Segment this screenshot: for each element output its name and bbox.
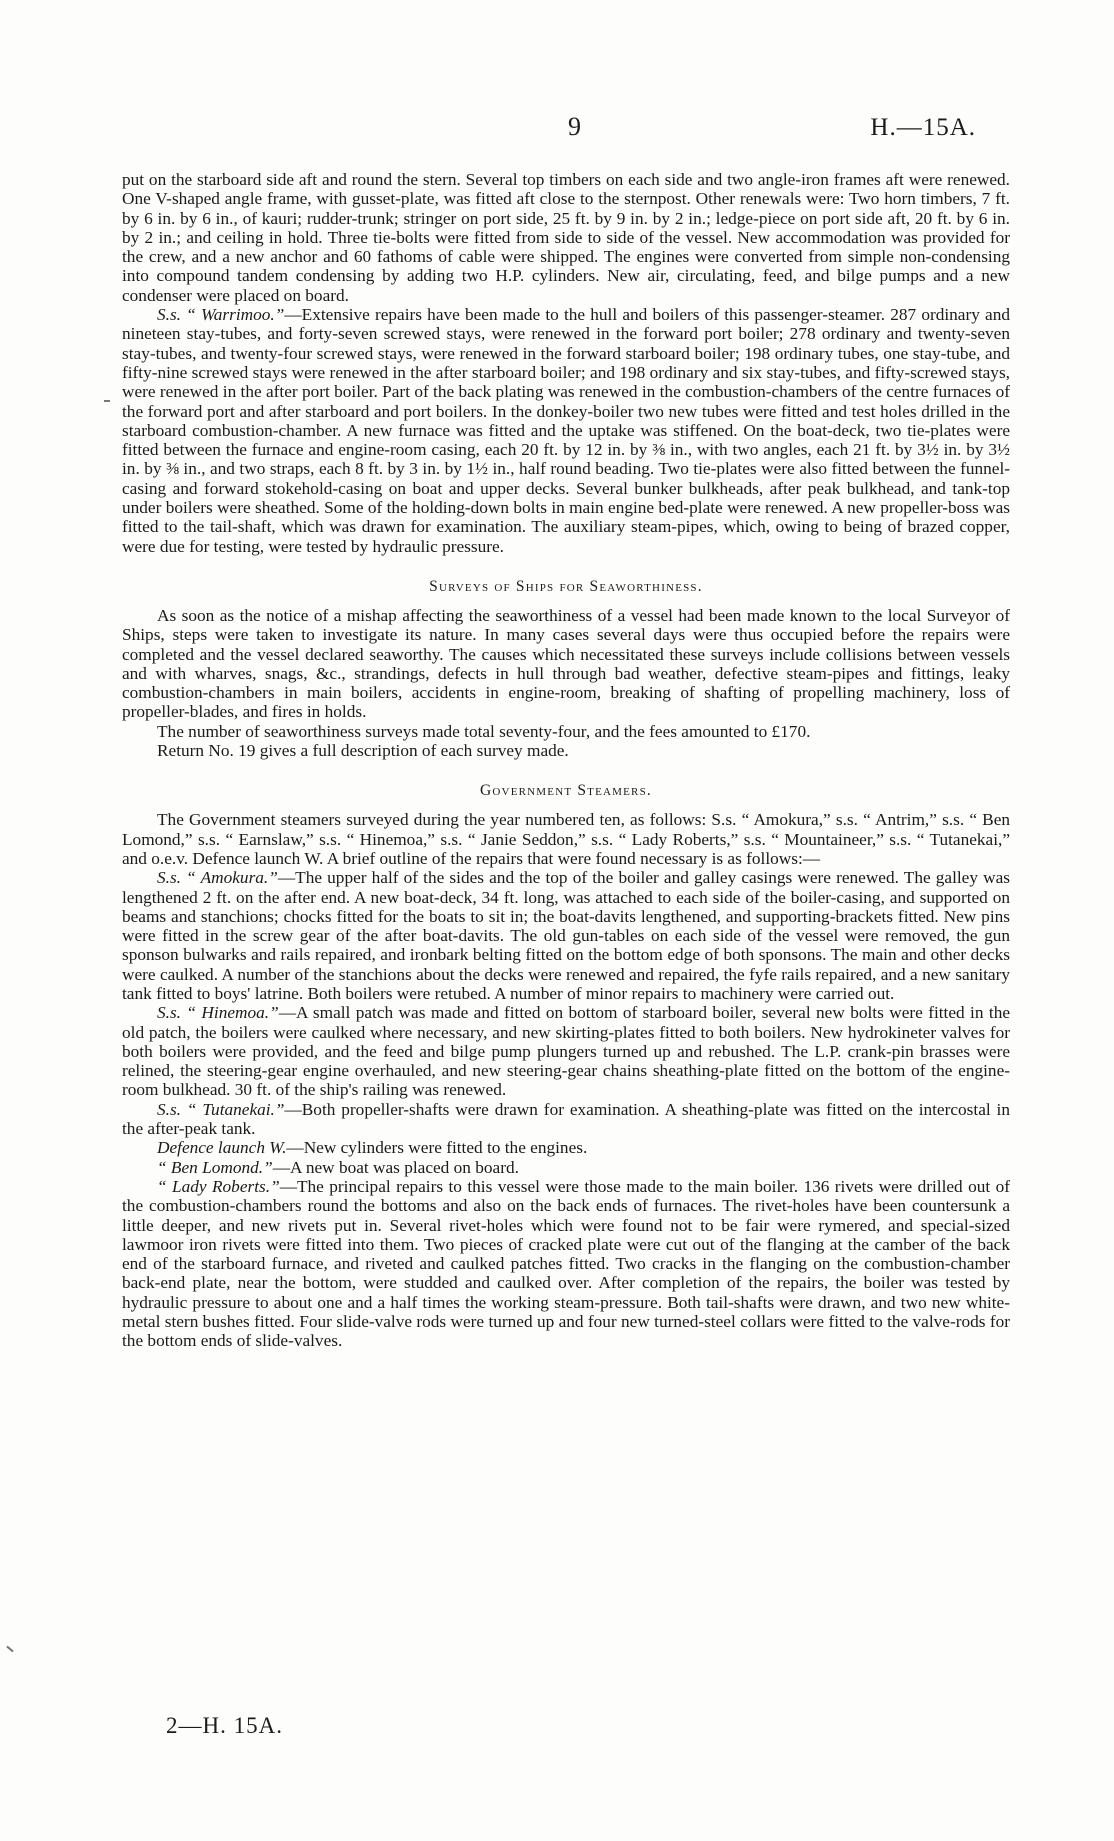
paragraph-lady-roberts — [122, 1177, 1010, 1351]
paragraph-text: —New cylinders were fitted to the engines. — [286, 1138, 588, 1158]
vessel-name: “ Lady Roberts.” — [157, 1176, 280, 1196]
page-number: 9 — [568, 112, 581, 141]
vessel-name: S.s. “ Amokura.” — [157, 868, 278, 888]
margin-mark — [104, 400, 110, 402]
vessel-name: “ Ben Lomond.” — [157, 1157, 273, 1177]
margin-mark — [6, 1646, 13, 1653]
footer-signature: 2—H. 15A. — [166, 1713, 283, 1738]
paragraph-tutanekai — [122, 1100, 1010, 1139]
paragraph-defence-launch — [122, 1138, 1010, 1157]
vessel-name: S.s. “ Tutanekai.” — [157, 1099, 285, 1119]
paragraph-text: —Both propeller-shafts were drawn for examination. A sheathing-plate was fitted on the intercostal in the after-peak tank. — [122, 1099, 1010, 1139]
section-heading-surveys: Surveys of Ships for Seaworthiness. — [429, 577, 703, 595]
paragraph-surveys-count: The number of seaworthiness surveys made total seventy-four, and the fees amounted to £170. — [157, 721, 811, 741]
paragraph-return-note: Return No. 19 gives a full description of each survey made. — [157, 741, 569, 761]
paragraph-hinemoa — [122, 1003, 1010, 1099]
section-heading-government: Government Steamers. — [480, 782, 652, 800]
vessel-name: Defence launch W. — [157, 1138, 287, 1158]
paragraph-text: —The upper half of the sides and the top of the boiler and galley casings were renewed. The galley was lengthened 2 ft. on the after end. A new boat-deck, 34 ft. long, was attached to each side of the boiler-casing, and supported on beams and stanchions; chocks fitted for the boats to sit in; the boat-davits lengthened, and supporting-brackets fitted. New pins were fitted in the screw gear of the after boat-davits. The old gun-tables on each side of the vessel were removed, the gun sponson bulwarks and rails repaired, and ironbark belting fitted on the bottom edge of both sponsons. The main and other decks were caulked. A number of the stanchions about the decks were renewed and repaired, the fyfe rails repaired, and a new sanitary tank fitted to boys' latrine. Both boilers were retubed. A number of minor repairs to machinery were carried out. — [122, 868, 1011, 1003]
paragraph-text: —Extensive repairs have been made to the hull and boilers of this passenger-steamer. 287 ordinary and nineteen stay-tubes, and forty-seven screwed stays, were renewed in the forward port boiler; 278 ordinary and twenty-seven stay-tubes, and twenty-four screwed stays, were renewed in the forward starboard boiler; 198 ordinary tubes, one stay-tube, and fifty-nine screwed stays were renewed in the after starboard boiler; and 198 ordinary and six stay-tubes, and fifty-screwed stays, were renewed in the after port boiler. Part of the back plating was renewed in the combustion-chambers of the centre furnaces of the forward port and after starboard and port boilers. In the donkey-boiler two new tubes were fitted and test holes drilled in the starboard combustion-chamber. A new furnace was fitted and the uptake was stiffened. On the boat-deck, two tie-plates were fitted between the furnace and engine-room casing, each 20 ft. by 12 in. by ⅜ in., with two angles, each 21 ft. by 3½ in. by 3½ in. by ⅜ in., and two straps, each 8 ft. by 3 in. by 1½ in., half round beading. Two tie-plates were also fitted between the funnel-casing and forward stokehold-casing on boat and upper decks. Several bunker bulkheads, after peak bulkhead, and tank-top under boilers were sheathed. Some of the holding-down bolts in main engine bed-plate were renewed. A new propeller-boss was fitted to the tail-shaft, which was drawn for examination. The auxiliary steam-pipes, which, owing to being of brazed copper, were due for testing, were tested by hydraulic pressure. — [122, 305, 1010, 556]
document-reference: H.—15A. — [870, 114, 976, 141]
paragraph-government-intro: The Government steamers surveyed during the year numbered ten, as follows: S.s. “ Amokura,” s.s. “ Antrim,” s.s. “ Ben Lomond,” s.s. “ Earnslaw,” s.s. “ Hinemoa,” s.s. “ Janie Seddon,” s.s. “ Lady Roberts,” s.s. “ Mountaineer,” s.s. “ Tutanekai,” and o.e.v. Defence launch W. A brief outline of the repairs that were found necessary is as follows:— — [122, 810, 1010, 868]
paragraph-surveys: As soon as the notice of a mishap affecting the seaworthiness of a vessel had been made known to the local Surveyor of Ships, steps were taken to investigate its nature. In many cases several days were thus occupied before the repairs were completed and the vessel declared seaworthy. The causes which necessitated these surveys include collisions between vessels and with wharves, snags, &c., strandings, defects in hull through bad weather, defective steam-pipes and fittings, leaky combustion-chambers in main boilers, accidents in engine-room, breaking of shafting of propelling machinery, loss of propeller-blades, and fires in holds. — [122, 605, 1010, 722]
paragraph-text: —A new boat was placed on board. — [272, 1157, 519, 1177]
vessel-name: S.s. “ Warrimoo.” — [157, 305, 285, 325]
paragraph-amokura — [122, 868, 1010, 1003]
vessel-name: S.s. “ Hinemoa.” — [157, 1003, 279, 1023]
paragraph-text: —A small patch was made and fitted on bottom of starboard boiler, several new bolts were fitted in the old patch, the boilers were caulked where necessary, and new skirting-plates fitted to both boilers. New hydrokineter valves for both boilers were provided, and the feed and bilge pump plungers turned up and rebushed. The L.P. crank-pin brasses were relined, the steering-gear engine overhauled, and new steering-gear chains sheathing-plate fitted on the bottom of the engine-room bulkhead. 30 ft. of the ship's railing was renewed. — [122, 1003, 1011, 1100]
paragraph-continuation: put on the starboard side aft and round the stern. Several top timbers on each side and two angle-iron frames aft were renewed. One V-shaped angle frame, with gusset-plate, was fitted aft close to the sternpost. Other renewals were: Two horn timbers, 7 ft. by 6 in. by 6 in., of kauri; rudder-trunk; stringer on port side, 25 ft. by 9 in. by 2 in.; ledge-piece on port side aft, 20 ft. by 6 in. by 2 in.; and ceiling in hold. Three tie-bolts were fitted from side to side of the vessel. New accommodation was provided for the crew, and a new anchor and 60 fathoms of cable were shipped. The engines were converted from simple non-condensing into compound tandem condensing by adding two H.P. cylinders. New air, circulating, feed, and bilge pumps and a new condenser were placed on board. — [122, 170, 1010, 305]
paragraph-ben-lomond — [122, 1158, 1010, 1177]
paragraph-warrimoo — [122, 305, 1010, 556]
page-body — [122, 170, 1010, 1351]
paragraph-text: —The principal repairs to this vessel were those made to the main boiler. 136 rivets were drilled out of the combustion-chambers round the bottoms and also on the back ends of furnaces. The rivet-holes have been countersunk a little deeper, and new rivets put in. Several rivet-holes which were found not to be fair were rymered, and special-sized lawmoor iron rivets were fitted into them. Two pieces of cracked plate were cut out of the flanging at the camber of the back end of the starboard furnace, and riveted and caulked patches fitted. Two cracks in the flanging on the combustion-chamber back-end plate, near the bottom, were studded and caulked over. After completion of the repairs, the boiler was tested by hydraulic pressure to about one and a half times the working steam-pressure. Both tail-shafts were drawn, and two new white-metal stern bushes fitted. Four slide-valve rods were turned up and four new turned-steel collars were fitted to the valve-rods for the bottom ends of slide-valves. — [122, 1176, 1010, 1351]
